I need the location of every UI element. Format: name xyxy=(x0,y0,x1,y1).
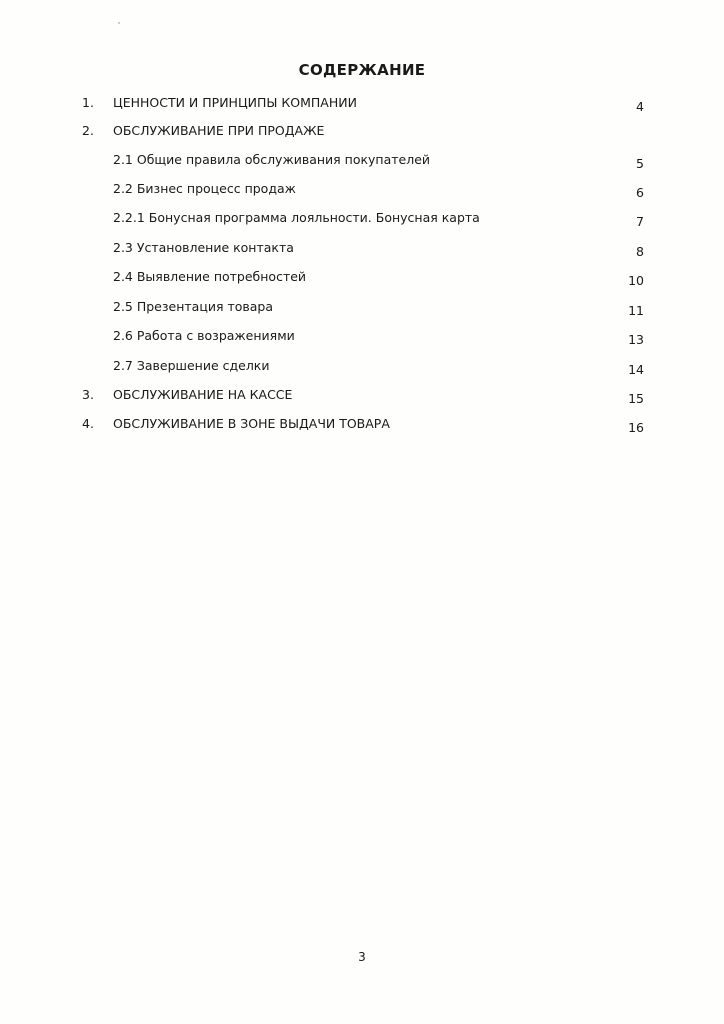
toc-entry xyxy=(0,93,724,113)
toc-entry xyxy=(0,385,724,405)
toc-entry xyxy=(0,326,724,346)
toc-entry xyxy=(0,238,724,258)
toc-entry-page: 16 xyxy=(628,420,644,435)
toc-entry-page: 7 xyxy=(636,214,644,229)
toc-title: СОДЕРЖАНИЕ xyxy=(298,61,426,79)
toc-entry xyxy=(0,208,724,228)
toc-entry-page: 15 xyxy=(628,391,644,406)
scan-speck xyxy=(118,22,120,24)
toc-entry-number: 4. xyxy=(82,416,94,431)
toc-entry-page: 11 xyxy=(628,303,644,318)
toc-entry xyxy=(0,267,724,287)
toc-entry-number: 3. xyxy=(82,387,94,402)
toc-entry-page: 14 xyxy=(628,362,644,377)
toc-entry-text: 2.4 Выявление потребностей xyxy=(113,269,307,284)
toc-entry xyxy=(0,297,724,317)
toc-entry-text: 2.3 Установление контакта xyxy=(113,240,294,255)
toc-entry xyxy=(0,150,724,170)
toc-entry-text: ОБСЛУЖИВАНИЕ НА КАССЕ xyxy=(113,387,293,402)
toc-entry-text: ОБСЛУЖИВАНИЕ В ЗОНЕ ВЫДАЧИ ТОВАРА xyxy=(113,416,390,431)
toc-entry xyxy=(0,179,724,199)
toc-entry-number: 2. xyxy=(82,123,94,138)
toc-entry-page: 8 xyxy=(636,244,644,259)
toc-entry-text: 2.2.1 Бонусная программа лояльности. Бонусная карта xyxy=(113,210,480,225)
toc-entry-text: 2.5 Презентация товара xyxy=(113,299,274,314)
toc-entry xyxy=(0,414,724,434)
toc-entry-text: ЦЕННОСТИ И ПРИНЦИПЫ КОМПАНИИ xyxy=(113,95,357,110)
toc-entry-number: 1. xyxy=(82,95,94,110)
toc-entry-page: 6 xyxy=(636,185,644,200)
toc-entry-text: 2.1 Общие правила обслуживания покупателей xyxy=(113,152,431,167)
toc-entry-page: 5 xyxy=(636,156,644,171)
toc-entry-text: ОБСЛУЖИВАНИЕ ПРИ ПРОДАЖЕ xyxy=(113,123,325,138)
page-number: 3 xyxy=(358,950,366,964)
toc-entry xyxy=(0,121,724,141)
toc-entry-text: 2.6 Работа с возражениями xyxy=(113,328,295,343)
toc-entry-page: 4 xyxy=(636,99,644,114)
toc-entry xyxy=(0,356,724,376)
toc-entry-text: 2.7 Завершение сделки xyxy=(113,358,270,373)
toc-entry-page: 10 xyxy=(628,273,644,288)
toc-entry-page: 13 xyxy=(628,332,644,347)
toc-entry-text: 2.2 Бизнес процесс продаж xyxy=(113,181,296,196)
